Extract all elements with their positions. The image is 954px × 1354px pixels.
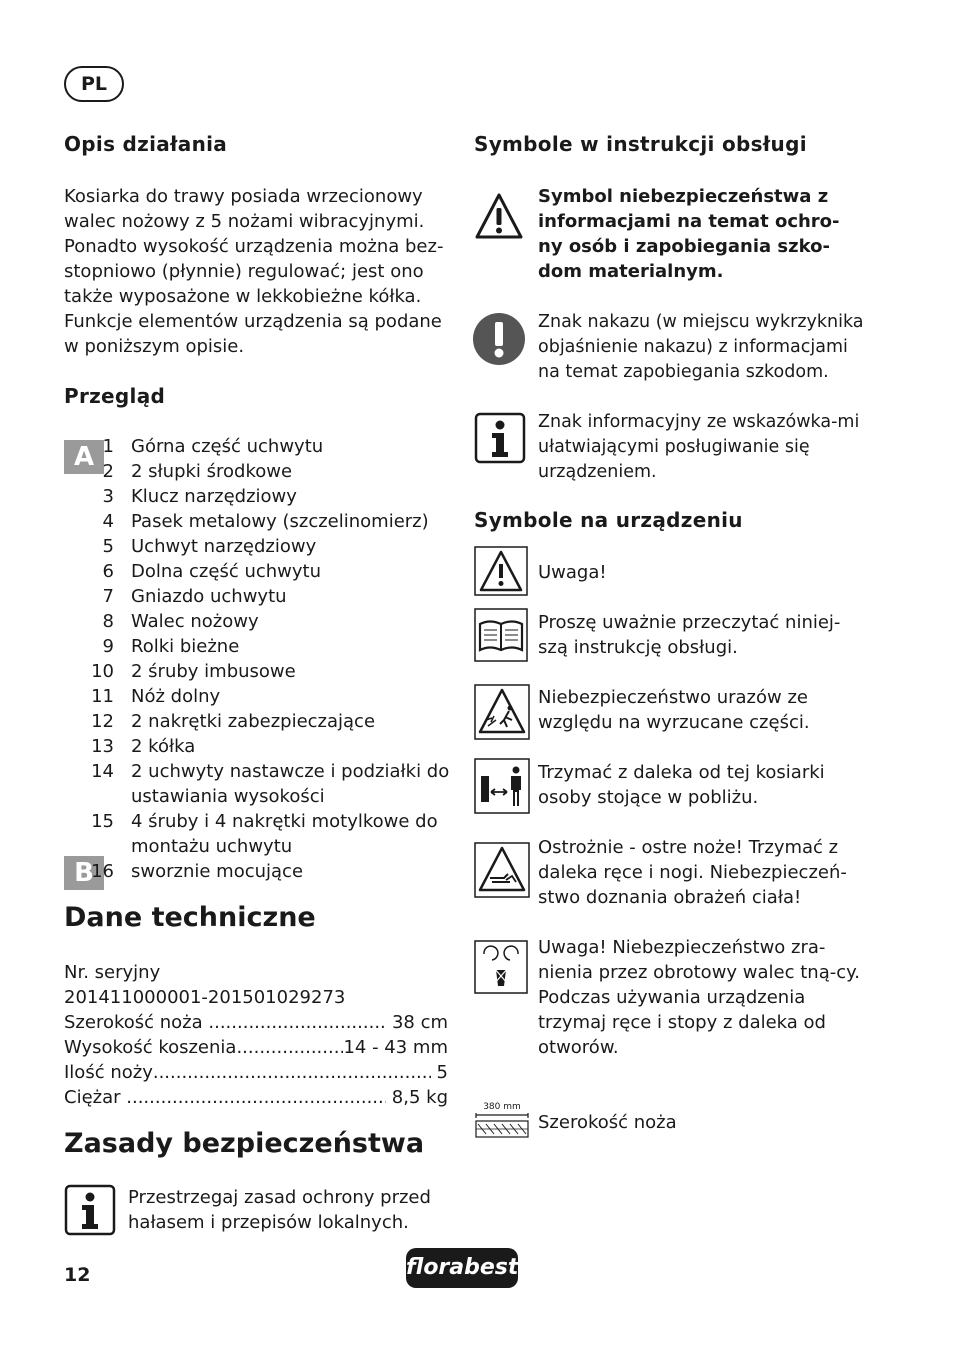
device-width-text: Szerokość noża <box>538 1112 677 1133</box>
cutting-width-icon <box>474 1102 530 1144</box>
device-blades-text: Ostrożnie - ostre noże! Trzymać z daleka ręce i nogi. Niebezpieczeń-stwo doznania obrażeń ciała! <box>538 837 847 908</box>
list-item: 10 2 śruby imbusowe <box>91 661 296 682</box>
serial-label: Nr. seryjny <box>64 962 161 983</box>
keep-distance-icon <box>474 758 530 818</box>
info-icon <box>64 1184 116 1240</box>
section-heading-opis: Opis działania <box>64 132 228 156</box>
list-item: 8 Walec nożowy <box>102 611 259 632</box>
device-read-text: Proszę uważnie przeczytać niniej-szą instrukcję obsługi. <box>538 612 841 658</box>
list-item: 15 4 śruby i 4 nakrętki motylkowe do montażu uchwytu <box>91 811 438 857</box>
list-item: 9 Rolki bieżne <box>102 636 240 657</box>
section-heading-zasady: Zasady bezpieczeństwa <box>64 1128 425 1159</box>
symbol-danger-text: Symbol niebezpieczeństwa z informacjami na temat ochro-ny osób i zapobiegania szko-dom materialnym. <box>538 186 840 282</box>
mandatory-sign-icon <box>472 312 526 370</box>
spec-row: Wysokość koszenia ..... 14 - 43 mm <box>64 1035 448 1060</box>
list-item: 7 Gniazdo uchwytu <box>102 586 287 607</box>
serial-value: 201411000001-201501029273 <box>64 987 346 1008</box>
spec-row: Ciężar ..... 8,5 kg <box>64 1085 448 1110</box>
symbol-order-text: Znak nakazu (w miejscu wykrzyknika objaśnienie nakazu) z informacjami na temat zapobiegania szkodom. <box>538 312 864 382</box>
list-item: 1 Górna część uchwytu <box>102 436 324 457</box>
list-item: 3 Klucz narzędziowy <box>102 486 297 507</box>
section-heading-przeglad: Przegląd <box>64 384 166 408</box>
zasady-text: Przestrzegaj zasad ochrony przed hałasem i przepisów lokalnych. <box>128 1187 431 1233</box>
device-uwaga-text: Uwaga! <box>538 562 607 583</box>
list-item: 11 Nóż dolny <box>91 686 221 707</box>
section-heading-symbole-urzadzenie: Symbole na urządzeniu <box>474 508 743 532</box>
list-item: 5 Uchwyt narzędziowy <box>102 536 317 557</box>
parts-list <box>64 434 464 884</box>
device-distance-text: Trzymać z daleka od tej kosiarki osoby stojące w pobliżu. <box>538 762 825 808</box>
list-item: 13 2 kółka <box>91 736 196 757</box>
cutting-width-icon-label: 380 mm <box>483 1102 521 1112</box>
device-rotating-text: Uwaga! Niebezpieczeństwo zra-nienia przez obrotowy walec tną-cy. Podczas używania urządzenia trzymaj ręce i stopy z daleka od otworów. <box>538 937 860 1058</box>
list-item: 6 Dolna część uchwytu <box>102 561 322 582</box>
section-heading-symbole-instrukcja: Symbole w instrukcji obsługi <box>474 132 807 156</box>
language-badge: PL <box>64 66 124 102</box>
figure-marker-b: B <box>64 856 104 890</box>
list-item: 2 2 słupki środkowe <box>102 461 293 482</box>
warning-triangle-icon <box>474 192 524 244</box>
warning-triangle-icon <box>474 546 528 600</box>
thrown-objects-icon <box>474 684 530 744</box>
list-item: 4 Pasek metalowy (szczelinomierz) <box>102 511 429 532</box>
figure-marker-a: A <box>64 440 104 474</box>
book-icon <box>474 608 528 666</box>
sharp-blades-icon <box>474 842 530 902</box>
brand-logo: florabest <box>406 1248 518 1288</box>
rotating-blade-icon <box>474 940 528 998</box>
list-item: 16 sworznie mocujące <box>91 861 304 882</box>
spec-row: Szerokość noża ..... 38 cm <box>64 1010 448 1035</box>
page-number: 12 <box>64 1264 91 1286</box>
info-icon <box>474 412 526 468</box>
opis-text: Kosiarka do trawy posiada wrzecionowy walec nożowy z 5 nożami wibracyjnymi. Ponadto wysokość urządzenia można bez-stopniowo (płynnie) regulować; jest ono także wyposażone w lekkobieżne kółka. Funkcje elementów urządzenia są podane w poniższym opisie. <box>64 186 444 357</box>
device-throw-text: Niebezpieczeństwo urazów ze względu na wyrzucane części. <box>538 687 810 733</box>
symbol-info-text: Znak informacyjny ze wskazówka-mi ułatwiającymi posługiwanie się urządzeniem. <box>538 412 860 482</box>
section-heading-dane: Dane techniczne <box>64 902 316 933</box>
list-item: 14 2 uchwyty nastawcze i podziałki do ustawiania wysokości <box>91 761 450 807</box>
list-item: 12 2 nakrętki zabezpieczające <box>91 711 376 732</box>
spec-row: Ilość noży ..... 5 <box>64 1060 448 1085</box>
